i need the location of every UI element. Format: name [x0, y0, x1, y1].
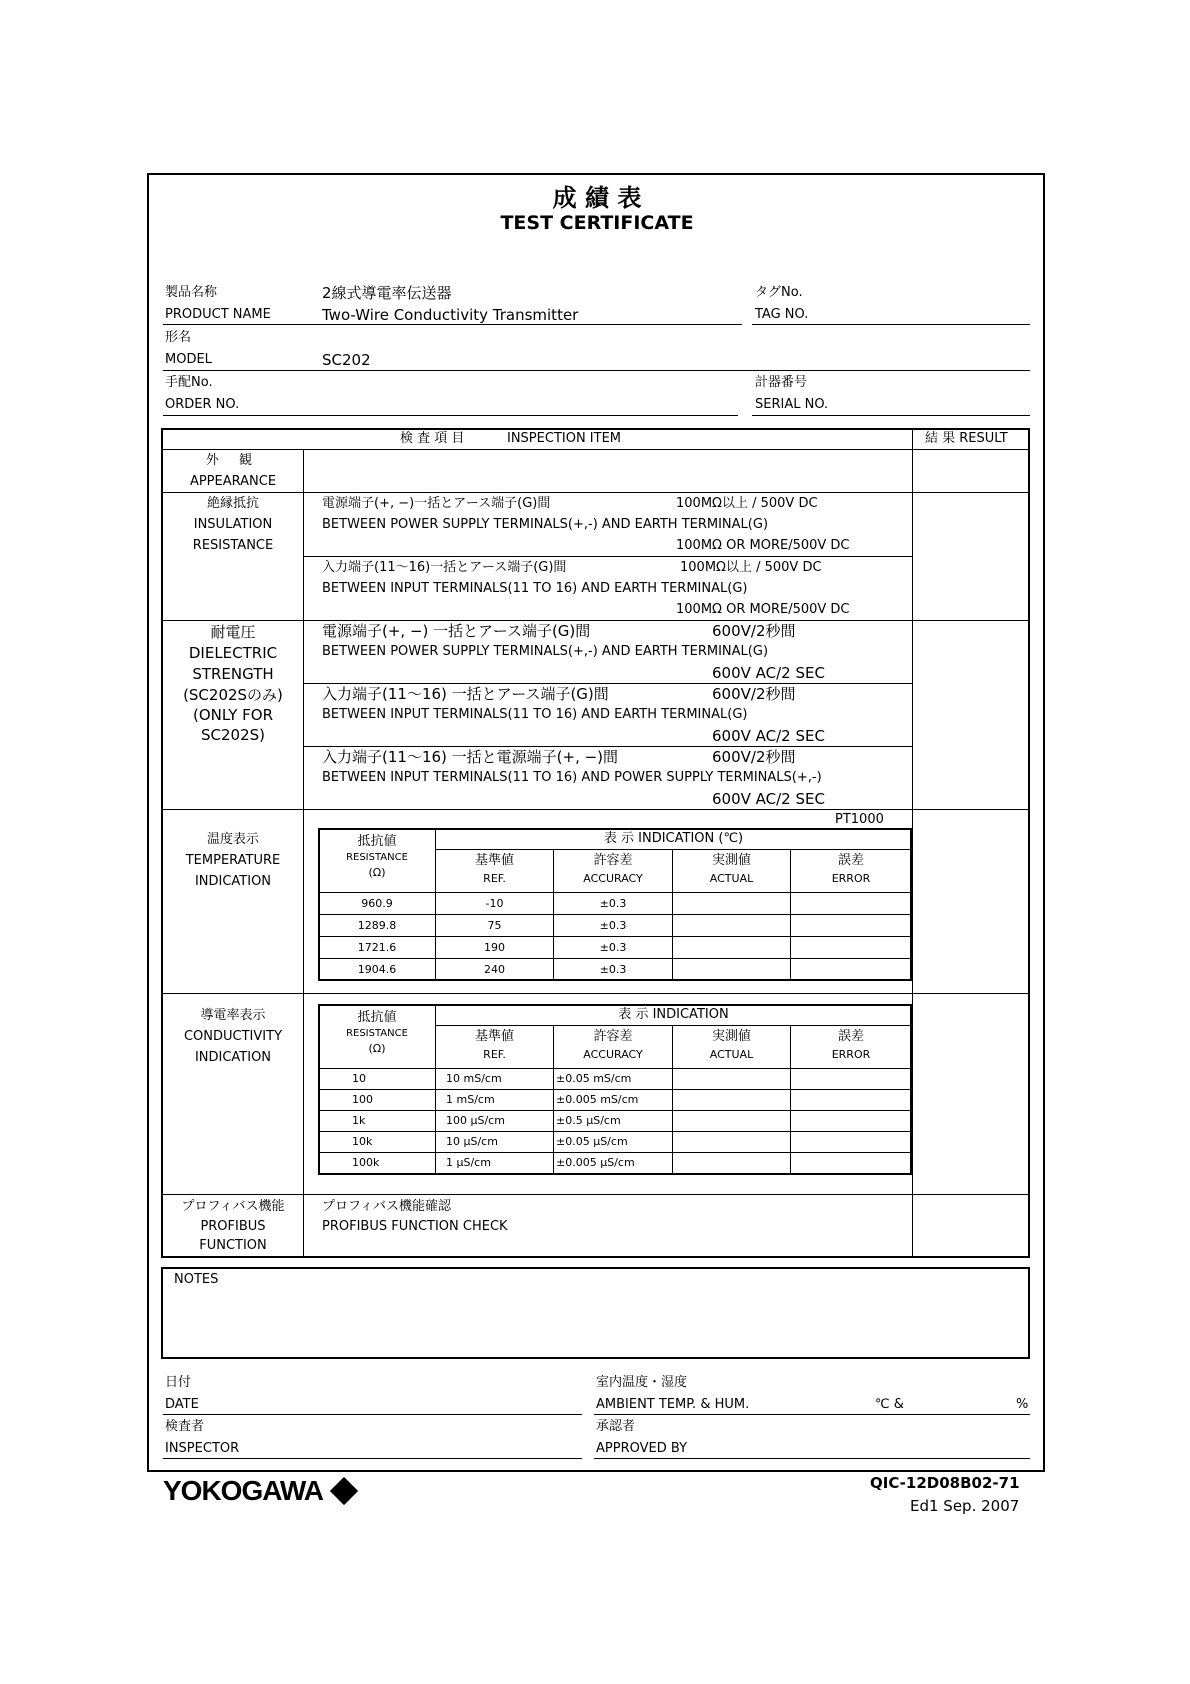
insulation-row-2-en: BETWEEN INPUT TERMINALS(11 TO 16) AND EARTH TERMINAL(G) — [322, 581, 748, 596]
result-head: 結 果 RESULT — [925, 431, 1008, 446]
dielectric-row-divider-2 — [304, 746, 912, 747]
insulation-bottom-line — [162, 620, 1029, 621]
temp-res-head-unit: (Ω) — [368, 866, 386, 879]
inspection-item-head-jp: 検 査 項 目 — [400, 431, 465, 446]
cond-res-head-en: RESISTANCE — [346, 1028, 408, 1039]
temp-err-head-jp: 誤差 — [837, 853, 864, 868]
dielectric-row-1-jp: 電源端子(+, −) 一括とアース端子(G)間 — [322, 622, 591, 640]
conductivity-label-1: CONDUCTIVITY — [183, 1029, 283, 1044]
insulation-row-2-spec-en: 100MΩ OR MORE/500V DC — [676, 602, 850, 617]
date-label-jp: 日付 — [165, 1375, 192, 1390]
temp-row-1-ref: -10 — [485, 897, 504, 910]
temp-acc-head-en: ACCURACY — [583, 872, 643, 885]
cond-row-2-acc: ±0.005 mS/cm — [556, 1093, 639, 1106]
cond-row-line-4 — [319, 1152, 911, 1153]
cond-act-head-jp: 実測値 — [711, 1029, 751, 1044]
temp-ref-head-en: REF. — [483, 872, 506, 885]
temp-head-bottom-line — [319, 892, 911, 893]
product-name-value-jp: 2線式導電率伝送器 — [322, 284, 452, 302]
temp-indication-head-line — [435, 849, 911, 850]
cond-acc-head-en: ACCURACY — [583, 1048, 643, 1061]
cond-res-head-unit: (Ω) — [368, 1042, 386, 1055]
temp-row-line-2 — [319, 936, 911, 937]
temp-row-2-ref: 75 — [487, 919, 502, 932]
insulation-label-1: INSULATION — [193, 517, 273, 532]
conductivity-label-2: INDICATION — [194, 1050, 272, 1065]
cond-act-head-en: ACTUAL — [709, 1048, 754, 1061]
dielectric-row-2-spec-jp: 600V/2秒間 — [712, 685, 796, 703]
temp-err-head-en: ERROR — [831, 872, 871, 885]
insulation-label-2: RESISTANCE — [192, 538, 274, 553]
ambient-label-en: AMBIENT TEMP. & HUM. — [596, 1397, 750, 1412]
approved-underline — [594, 1458, 1030, 1459]
cond-row-1-acc: ±0.05 mS/cm — [556, 1072, 632, 1085]
dielectric-row-3-en: BETWEEN INPUT TERMINALS(11 TO 16) AND POWER SUPPLY TERMINALS(+,-) — [322, 770, 822, 785]
cond-indication-head-line — [435, 1025, 911, 1026]
serial-label-jp: 計器番号 — [755, 375, 808, 390]
cond-row-5-acc: ±0.005 μS/cm — [556, 1156, 635, 1169]
temp-res-head-en: RESISTANCE — [346, 852, 408, 863]
dielectric-row-divider-1 — [304, 683, 912, 684]
inspector-underline — [163, 1458, 582, 1459]
appearance-label-en: APPEARANCE — [189, 474, 277, 489]
temp-row-1-acc: ±0.3 — [599, 897, 627, 910]
order-underline — [163, 415, 738, 416]
appearance-label-jp: 外 観 — [205, 453, 261, 468]
dielectric-row-1-spec-en: 600V AC/2 SEC — [712, 664, 825, 682]
temp-row-3-ref: 190 — [484, 941, 505, 954]
temp-row-4-res: 1904.6 — [357, 963, 397, 976]
insulation-row-2-jp: 入力端子(11〜16)一括とアース端子(G)間 — [322, 560, 567, 575]
cond-row-3-acc: ±0.5 μS/cm — [556, 1114, 621, 1127]
cond-row-4-res: 10k — [352, 1135, 373, 1148]
product-name-value-en: Two-Wire Conductivity Transmitter — [322, 306, 579, 324]
ambient-underline — [594, 1414, 1030, 1415]
dielectric-label-3: (SC202Sのみ) — [183, 686, 283, 704]
inspection-item-head-en: INSPECTION ITEM — [507, 431, 622, 446]
dielectric-label-4: (ONLY FOR — [192, 706, 274, 724]
cond-row-4-ref: 10 μS/cm — [446, 1135, 498, 1148]
approved-label-jp: 承認者 — [596, 1419, 636, 1434]
dielectric-label-5: SC202S) — [201, 726, 265, 744]
temp-act-head-jp: 実測値 — [711, 853, 751, 868]
profibus-check-en: PROFIBUS FUNCTION CHECK — [322, 1219, 508, 1234]
result-column-divider — [912, 428, 913, 1257]
temp-ref-head-jp: 基準値 — [474, 853, 514, 868]
dielectric-row-2-en: BETWEEN INPUT TERMINALS(11 TO 16) AND EARTH TERMINAL(G) — [322, 707, 748, 722]
notes-box — [161, 1267, 1030, 1359]
temp-act-head-en: ACTUAL — [709, 872, 754, 885]
product-name-label-en: PRODUCT NAME — [165, 307, 271, 322]
temperature-label-1: TEMPERATURE — [185, 853, 281, 868]
conductivity-label-0: 導電率表示 — [200, 1008, 266, 1023]
appearance-bottom-line — [162, 492, 1029, 493]
temp-row-2-res: 1289.8 — [357, 919, 397, 932]
dielectric-row-1-spec-jp: 600V/2秒間 — [712, 622, 796, 640]
cond-row-line-1 — [319, 1089, 911, 1090]
tag-underline — [752, 324, 1030, 325]
dielectric-row-3-spec-jp: 600V/2秒間 — [712, 748, 796, 766]
cond-row-1-res: 10 — [352, 1072, 366, 1085]
dielectric-row-2-spec-en: 600V AC/2 SEC — [712, 727, 825, 745]
conductivity-bottom-line — [162, 1194, 1029, 1195]
model-label-jp: 形名 — [165, 330, 192, 345]
date-underline — [163, 1414, 582, 1415]
cond-err-head-en: ERROR — [831, 1048, 871, 1061]
title-jp: 成 績 表 — [552, 184, 642, 212]
temp-res-head-jp: 抵抗値 — [357, 834, 397, 849]
dielectric-label-2: STRENGTH — [192, 665, 274, 683]
cond-acc-head-jp: 許容差 — [593, 1029, 633, 1044]
cond-row-line-2 — [319, 1110, 911, 1111]
dielectric-row-3-spec-en: 600V AC/2 SEC — [712, 790, 825, 808]
temp-row-2-acc: ±0.3 — [599, 919, 627, 932]
date-label-en: DATE — [165, 1397, 199, 1412]
cond-row-2-res: 100 — [352, 1093, 373, 1106]
label-column-divider — [303, 449, 304, 1257]
doc-code: QIC-12D08B02-71 — [870, 1474, 1020, 1492]
edition: Ed1 Sep. 2007 — [910, 1497, 1020, 1515]
temp-row-1-res: 960.9 — [361, 897, 393, 910]
brand-logo: YOKOGAWA — [163, 1475, 324, 1506]
cond-indication-head: 表 示 INDICATION — [618, 1007, 729, 1022]
profibus-label-1: PROFIBUS — [200, 1219, 266, 1234]
title-en: TEST CERTIFICATE — [500, 212, 694, 234]
temp-row-3-res: 1721.6 — [357, 941, 397, 954]
order-label-jp: 手配No. — [165, 375, 213, 390]
ambient-label-jp: 室内温度・湿度 — [596, 1375, 688, 1390]
temp-row-line-3 — [319, 958, 911, 959]
temp-row-4-ref: 240 — [484, 963, 505, 976]
table-header-line — [162, 449, 1029, 450]
dielectric-row-3-jp: 入力端子(11〜16) 一括と電源端子(+, −)間 — [322, 748, 619, 766]
temperature-bottom-line — [162, 993, 1029, 994]
cond-row-3-res: 1k — [352, 1114, 366, 1127]
temp-row-3-acc: ±0.3 — [599, 941, 627, 954]
insulation-row-2-spec-jp: 100MΩ以上 / 500V DC — [680, 560, 822, 575]
ambient-pct-unit: % — [1016, 1397, 1029, 1412]
temp-indication-head: 表 示 INDICATION (℃) — [603, 831, 744, 846]
serial-label-en: SERIAL NO. — [755, 397, 829, 412]
cond-row-5-res: 100k — [352, 1156, 380, 1169]
cond-row-line-3 — [319, 1131, 911, 1132]
insulation-row-1-spec-jp: 100MΩ以上 / 500V DC — [676, 496, 818, 511]
insulation-row-1-en: BETWEEN POWER SUPPLY TERMINALS(+,-) AND EARTH TERMINAL(G) — [322, 517, 769, 532]
approved-label-en: APPROVED BY — [596, 1441, 688, 1456]
cond-row-5-ref: 1 μS/cm — [446, 1156, 491, 1169]
dielectric-bottom-line — [162, 809, 1029, 810]
cond-row-4-acc: ±0.05 μS/cm — [556, 1135, 628, 1148]
cond-head-bottom-line — [319, 1068, 911, 1069]
cond-row-2-ref: 1 mS/cm — [446, 1093, 495, 1106]
profibus-check-jp: プロフィバス機能確認 — [322, 1199, 451, 1214]
insulation-row-1-jp: 電源端子(+, −)一括とアース端子(G)間 — [322, 496, 551, 511]
tag-label-en: TAG NO. — [755, 307, 809, 322]
dielectric-label-0: 耐電圧 — [210, 623, 256, 641]
dielectric-row-2-jp: 入力端子(11〜16) 一括とアース端子(G)間 — [322, 685, 609, 703]
dielectric-row-1-en: BETWEEN POWER SUPPLY TERMINALS(+,-) AND EARTH TERMINAL(G) — [322, 644, 769, 659]
order-label-en: ORDER NO. — [165, 397, 240, 412]
temperature-label-0: 温度表示 — [206, 832, 259, 847]
temp-acc-head-jp: 許容差 — [593, 853, 633, 868]
cond-ref-head-en: REF. — [483, 1048, 506, 1061]
product-name-underline — [163, 324, 742, 325]
model-underline — [163, 370, 1030, 371]
inspector-label-en: INSPECTOR — [165, 1441, 240, 1456]
serial-underline — [752, 415, 1030, 416]
cond-row-3-ref: 100 μS/cm — [446, 1114, 505, 1127]
product-name-label-jp: 製品名称 — [165, 285, 218, 300]
insulation-row-divider — [304, 556, 912, 557]
model-value: SC202 — [322, 351, 371, 369]
tag-label-jp: タグNo. — [755, 285, 803, 300]
brand-diamond-icon — [330, 1477, 358, 1505]
profibus-label-2: FUNCTION — [199, 1238, 267, 1253]
temp-row-line-1 — [319, 914, 911, 915]
inspector-label-jp: 検査者 — [165, 1419, 205, 1434]
ambient-deg-unit: ℃ & — [875, 1397, 904, 1412]
profibus-label-0: プロフィバス機能 — [181, 1199, 285, 1214]
temperature-sensor: PT1000 — [835, 812, 884, 827]
notes-label: NOTES — [174, 1272, 219, 1287]
cond-res-head-jp: 抵抗値 — [357, 1010, 397, 1025]
dielectric-label-1: DIELECTRIC — [188, 644, 278, 662]
cond-row-1-ref: 10 mS/cm — [446, 1072, 502, 1085]
model-label-en: MODEL — [165, 352, 212, 367]
cond-err-head-jp: 誤差 — [837, 1029, 864, 1044]
insulation-row-1-spec-en: 100MΩ OR MORE/500V DC — [676, 538, 850, 553]
temperature-label-2: INDICATION — [194, 874, 272, 889]
temp-row-4-acc: ±0.3 — [599, 963, 627, 976]
insulation-label-0: 絶縁抵抗 — [206, 496, 259, 511]
cond-ref-head-jp: 基準値 — [474, 1029, 514, 1044]
